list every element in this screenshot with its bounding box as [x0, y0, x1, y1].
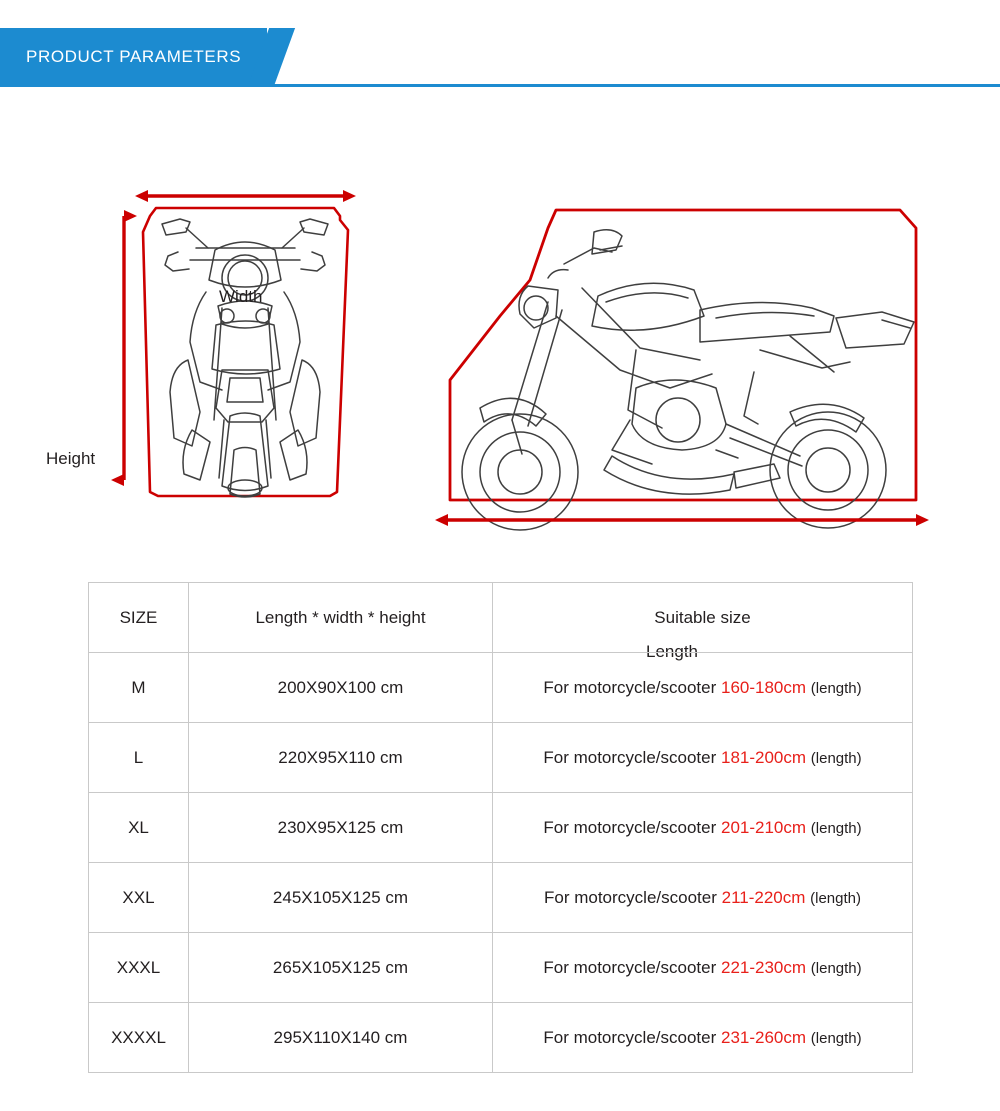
cell-size: XL [89, 793, 189, 863]
cell-suitable-size [493, 723, 913, 793]
width-label: Width [219, 287, 263, 306]
fit-suffix: (length) [810, 679, 862, 697]
table-row [89, 933, 913, 1003]
cell-suitable-size [493, 933, 913, 1003]
fit-prefix: For motorcycle/scooter [543, 817, 717, 837]
column-header-suitable: Suitable size [493, 583, 913, 653]
cell-dimensions: 220X95X110 cm [189, 723, 493, 793]
table-row [89, 793, 913, 863]
fit-suffix: (length) [810, 819, 862, 837]
fit-prefix: For motorcycle/scooter [543, 747, 717, 767]
size-table [88, 582, 913, 1073]
page-title: PRODUCT PARAMETERS [26, 47, 242, 66]
table-row [89, 723, 913, 793]
cell-size: XXXL [89, 933, 189, 1003]
fit-prefix: For motorcycle/scooter [543, 957, 717, 977]
fit-suffix: (length) [810, 1029, 862, 1047]
fit-suffix: (length) [810, 749, 862, 767]
cell-dimensions: 295X110X140 cm [189, 1003, 493, 1073]
table-header-row [89, 583, 913, 653]
cell-size: XXXXL [89, 1003, 189, 1073]
table-row [89, 1003, 913, 1073]
fit-range: 181-200cm [720, 747, 807, 767]
cell-dimensions: 230X95X125 cm [189, 793, 493, 863]
fit-range: 221-230cm [720, 957, 807, 977]
cell-suitable-size [493, 863, 913, 933]
cell-size: XXL [89, 863, 189, 933]
side-view-group [448, 210, 916, 530]
cell-size: L [89, 723, 189, 793]
column-header-dimensions: Length * width * height [189, 583, 493, 653]
length-label: Length [646, 642, 698, 661]
header-tab [0, 28, 267, 86]
fit-suffix: (length) [810, 889, 861, 907]
cell-suitable-size [493, 793, 913, 863]
height-label: Height [46, 449, 96, 468]
column-header-size: SIZE [89, 583, 189, 653]
fit-suffix: (length) [810, 959, 862, 977]
fit-prefix: For motorcycle/scooter [543, 1027, 717, 1047]
fit-prefix: For motorcycle/scooter [543, 677, 717, 697]
fit-range: 231-260cm [720, 1027, 807, 1047]
table-row [89, 863, 913, 933]
fit-range: 201-210cm [720, 817, 807, 837]
fit-range: 160-180cm [720, 677, 807, 697]
cell-dimensions: 245X105X125 cm [189, 863, 493, 933]
cell-dimensions: 265X105X125 cm [189, 933, 493, 1003]
header-divider [0, 84, 1000, 87]
fit-prefix: For motorcycle/scooter [543, 887, 717, 907]
table-row [89, 653, 913, 723]
fit-range: 211-220cm [721, 887, 806, 907]
front-view-group [124, 196, 348, 497]
cell-suitable-size [493, 653, 913, 723]
cell-size: M [89, 653, 189, 723]
page-header [0, 28, 1000, 98]
cell-dimensions: 200X90X100 cm [189, 653, 493, 723]
size-chart [88, 582, 912, 1073]
cell-suitable-size [493, 1003, 913, 1073]
